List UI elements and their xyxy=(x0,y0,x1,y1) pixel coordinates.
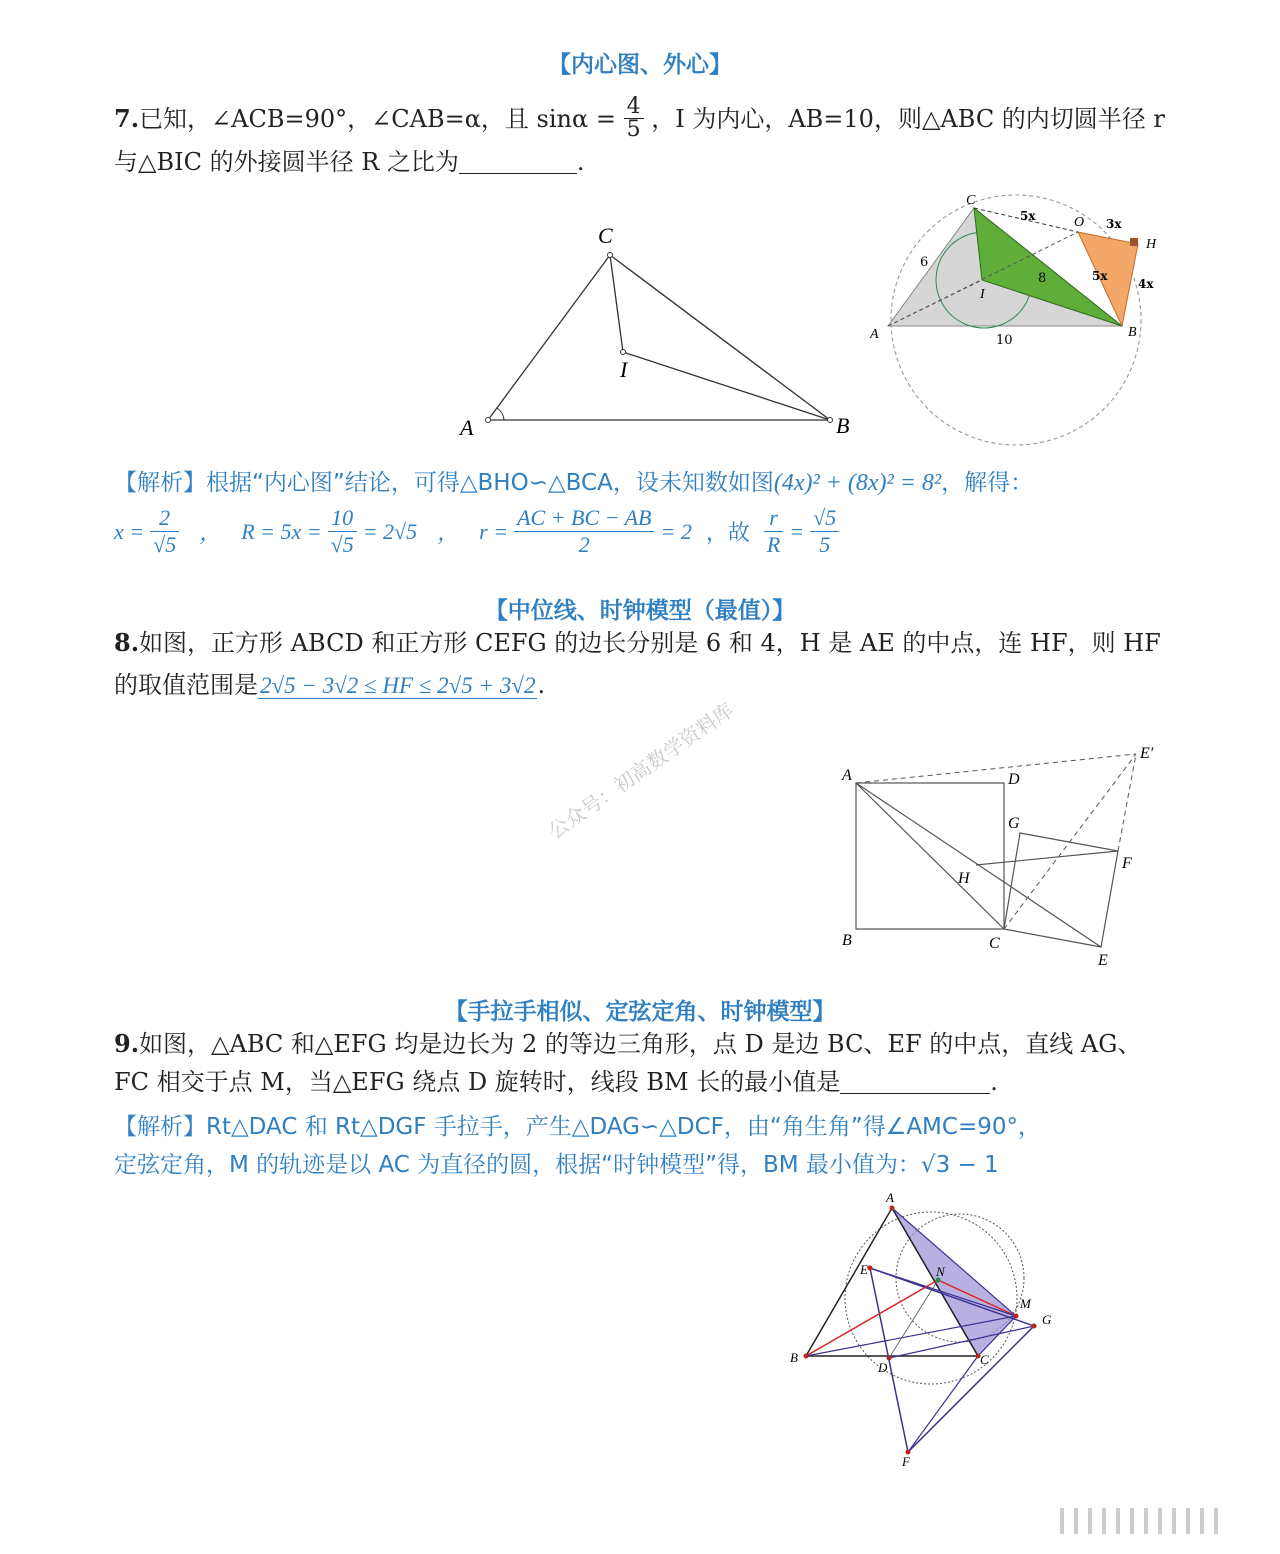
label-8: 8 xyxy=(1038,271,1047,286)
question-9-line2 xyxy=(114,1070,998,1094)
question-9-period: . xyxy=(990,1068,998,1096)
question-9-text-a: 如图，△ABC 和△EFG 均是边长为 2 的等边三角形，点 D 是边 BC、EF 的中点，直线 AG、 xyxy=(139,1030,1142,1058)
segment-fe-prime xyxy=(1118,754,1136,851)
section-8-title: 【中位线、时钟模型（最值）】 xyxy=(484,598,796,624)
r-big-rhs: = 2√5 xyxy=(362,518,418,544)
segment-hf xyxy=(976,851,1118,865)
answer-denominator: 5 xyxy=(819,532,831,557)
r-big-denominator: √5 xyxy=(330,532,354,557)
label-e9: E xyxy=(860,1262,868,1277)
label-f9: F xyxy=(902,1454,910,1468)
r-big-fraction xyxy=(328,505,357,558)
decoration-bar xyxy=(1074,1508,1078,1534)
question-8-text-a: 如图，正方形 ABCD 和正方形 CEFG 的边长分别是 6 和 4，H 是 AE 的中点，连 HF，则 HF xyxy=(139,629,1161,657)
question-7-number: 7. xyxy=(114,104,140,133)
question-7-fraction-denominator: 5 xyxy=(626,117,641,142)
label-a: A xyxy=(460,415,474,440)
x-lhs: x = xyxy=(114,518,145,544)
r-small-fraction xyxy=(514,505,654,558)
ratio-numerator: r xyxy=(764,505,783,532)
decoration-bar xyxy=(1186,1508,1190,1534)
decoration-bar xyxy=(1214,1508,1218,1534)
point-b9 xyxy=(804,1354,809,1359)
separator-1: ， xyxy=(199,520,222,545)
analysis-7-line1 xyxy=(114,464,1033,497)
label-m9: M xyxy=(1020,1296,1031,1311)
segment-ce-prime xyxy=(1004,754,1136,929)
label-g8: G xyxy=(1008,815,1020,832)
r-small-denominator: 2 xyxy=(578,532,590,557)
figure-8-squares xyxy=(836,740,1166,975)
label-d8: D xyxy=(1008,771,1020,788)
analysis-7-text-end: ，解得： xyxy=(941,470,1034,496)
segment-ac xyxy=(856,783,1004,929)
label-g9: G xyxy=(1042,1312,1052,1327)
label-6: 6 xyxy=(920,255,929,270)
label-h: H xyxy=(1146,237,1157,252)
answer-blank-7[interactable] xyxy=(459,151,577,174)
question-8-line2 xyxy=(114,673,545,697)
analysis-7-text: 【解析】根据“内心图”结论，可得△BHO∽△BCA，设未知数如图 xyxy=(114,470,774,496)
point-m9 xyxy=(1014,1314,1019,1319)
angle-alpha-mark xyxy=(497,408,504,420)
decoration-bar xyxy=(1088,1508,1092,1534)
point-a9 xyxy=(890,1206,895,1211)
analysis-7-equation: (4x)² + (8x)² = 8² xyxy=(773,470,942,496)
figure-7-solution xyxy=(866,188,1166,450)
label-b: B xyxy=(836,413,850,438)
point-i xyxy=(621,350,626,355)
question-7-line1 xyxy=(114,94,1165,143)
label-c: C xyxy=(598,223,613,248)
decoration-bar xyxy=(1116,1508,1120,1534)
label-f8: F xyxy=(1122,855,1132,872)
question-7-fraction xyxy=(624,96,644,141)
label-5x-top: 5x xyxy=(1020,209,1036,223)
question-9-number: 9. xyxy=(114,1029,140,1058)
label-n9: N xyxy=(936,1264,945,1279)
decoration-bar xyxy=(1102,1508,1106,1534)
label-e-prime: E′ xyxy=(1140,745,1154,762)
question-8-period: . xyxy=(537,671,546,699)
r-big-lhs: R = 5x = xyxy=(241,518,322,544)
segment-ae-prime xyxy=(856,754,1136,783)
label-h8: H xyxy=(958,870,970,887)
r-small-rhs: = 2 xyxy=(660,518,692,544)
figure-9-triangles xyxy=(784,1188,1074,1468)
section-7-title: 【内心图、外心】 xyxy=(548,52,732,78)
r-small-numerator: AC + BC − AB xyxy=(514,505,654,532)
question-8-text-b: 的取值范围是 xyxy=(114,671,258,699)
ratio-denominator: R xyxy=(766,532,781,557)
question-7-text-b: ，I 为内心，AB=10，则△ABC 的内切圆半径 r xyxy=(651,105,1165,133)
decoration-bar xyxy=(1172,1508,1176,1534)
question-8-number: 8. xyxy=(114,628,140,657)
label-o: O xyxy=(1074,215,1085,230)
x-numerator: 2 xyxy=(150,505,179,532)
x-fraction xyxy=(150,505,179,558)
decoration-bar xyxy=(1060,1508,1064,1534)
label-c9: C xyxy=(980,1352,989,1367)
point-a xyxy=(486,418,491,423)
triangle-abc xyxy=(488,255,830,420)
label-c2: C xyxy=(966,193,976,208)
segment-cf xyxy=(908,1356,978,1452)
ratio-equals: = xyxy=(789,518,805,544)
label-b8: B xyxy=(842,932,852,949)
separator-3: ，故 xyxy=(705,521,750,546)
label-4x: 4x xyxy=(1138,277,1154,291)
section-9-title: 【手拉手相似、定弦定角、时钟模型】 xyxy=(444,999,836,1025)
point-b xyxy=(828,418,833,423)
decoration-bar xyxy=(1158,1508,1162,1534)
figure-7-triangle xyxy=(440,215,870,445)
separator-2: ， xyxy=(437,520,460,545)
label-a8: A xyxy=(842,767,852,784)
point-e9 xyxy=(868,1266,873,1271)
page-decoration-bars xyxy=(1060,1508,1250,1534)
label-10: 10 xyxy=(996,333,1013,348)
label-a2: A xyxy=(870,327,879,342)
question-8-line1 xyxy=(114,628,1161,657)
label-b9: B xyxy=(790,1350,798,1365)
decoration-bar xyxy=(1144,1508,1148,1534)
question-9-line1 xyxy=(114,1029,1142,1058)
right-angle-mark-h xyxy=(1130,238,1138,246)
square-cefg xyxy=(1004,833,1118,947)
x-denominator: √5 xyxy=(153,532,177,557)
question-7-line2 xyxy=(114,150,585,174)
label-e8: E xyxy=(1098,952,1108,969)
analysis-9-line1: 【解析】Rt△DAC 和 Rt△DGF 手拉手，产生△DAG∽△DCF，由“角生角”得∠AMC=90°， xyxy=(114,1114,1041,1140)
question-7-text-a: 已知，∠ACB=90°，∠CAB=α，且 sinα = xyxy=(139,105,616,133)
question-7-period: . xyxy=(576,148,585,176)
question-7-fraction-numerator: 4 xyxy=(624,96,644,119)
question-9-text-b: FC 相交于点 M，当△EFG 绕点 D 旋转时，线段 BM 长的最小值是 xyxy=(114,1068,841,1096)
point-c xyxy=(608,253,613,258)
answer-blank-9[interactable] xyxy=(840,1071,990,1094)
answer-8[interactable]: 2√5 − 3√2 ≤ HF ≤ 2√5 + 3√2 xyxy=(260,673,536,698)
segment-ib xyxy=(623,352,830,420)
ratio-fraction xyxy=(764,505,783,558)
decoration-bar xyxy=(1200,1508,1204,1534)
label-d9: D xyxy=(878,1360,888,1375)
segment-ci xyxy=(610,255,623,352)
segment-bn xyxy=(806,1280,938,1356)
label-c8: C xyxy=(989,935,1000,952)
segment-dg xyxy=(889,1326,1034,1358)
label-a9: A xyxy=(886,1190,894,1205)
point-g9 xyxy=(1032,1324,1037,1329)
r-big-numerator: 10 xyxy=(328,505,357,532)
watermark: 公众号：初高数学资料库 xyxy=(543,697,738,844)
r-small-lhs: r = xyxy=(479,518,509,544)
decoration-bar xyxy=(1130,1508,1134,1534)
analysis-9-line2: 定弦定角，M 的轨迹是以 AC 为直径的圆，根据“时钟模型”得，BM 最小值为：√3 − 1 xyxy=(114,1152,999,1178)
analysis-7-line2 xyxy=(114,505,839,558)
label-3x: 3x xyxy=(1106,217,1122,231)
label-i2: I xyxy=(980,287,985,302)
segment-dn xyxy=(889,1280,938,1358)
question-7-text-c: 与△BIC 的外接圆半径 R 之比为 xyxy=(114,148,459,176)
label-i: I xyxy=(620,357,628,382)
answer-numerator: √5 xyxy=(810,505,839,532)
answer-fraction xyxy=(810,505,839,558)
label-5x: 5x xyxy=(1092,269,1108,283)
label-b2: B xyxy=(1128,325,1137,340)
